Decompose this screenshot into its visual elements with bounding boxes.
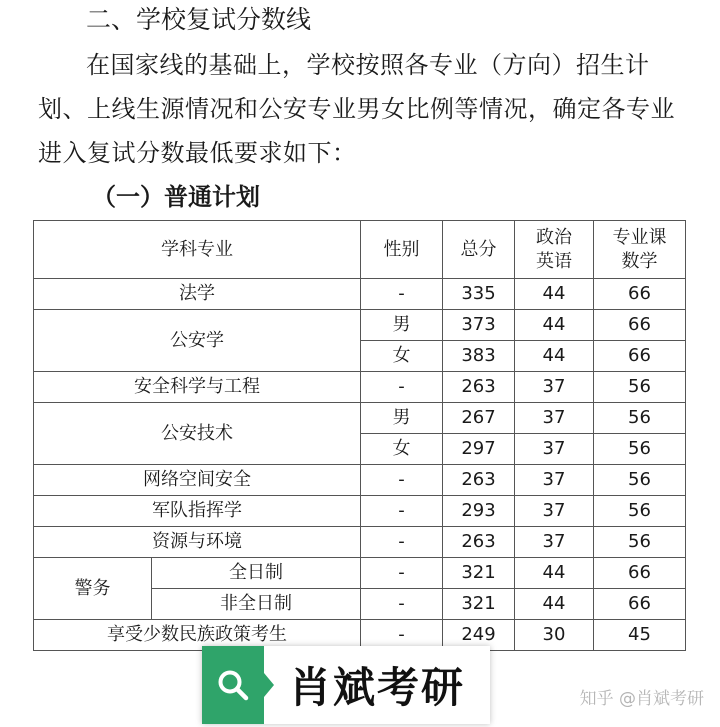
cell-politics-english: 44	[515, 589, 594, 620]
cell-total: 267	[443, 403, 515, 434]
cell-politics-english: 44	[515, 310, 594, 341]
score-table	[33, 220, 686, 651]
cell-politics-english: 37	[515, 434, 594, 465]
cell-course-math: 66	[594, 558, 686, 589]
table-row	[34, 558, 686, 589]
header-gender: 性别	[361, 221, 443, 279]
cell-gender: 男	[361, 403, 443, 434]
cell-course-math: 56	[594, 372, 686, 403]
cell-total: 321	[443, 589, 515, 620]
cell-total: 321	[443, 558, 515, 589]
header-politics-english	[515, 221, 594, 279]
cell-politics-english: 44	[515, 279, 594, 310]
cell-politics-english: 44	[515, 341, 594, 372]
cell-course-math: 66	[594, 341, 686, 372]
cell-politics-english: 37	[515, 372, 594, 403]
cell-gender: 男	[361, 310, 443, 341]
cell-course-math: 56	[594, 496, 686, 527]
table-row	[34, 465, 686, 496]
cell-course-math: 56	[594, 403, 686, 434]
cell-course-math: 56	[594, 527, 686, 558]
watermark: 知乎 @肖斌考研	[579, 689, 704, 709]
table-row	[34, 496, 686, 527]
header-major: 学科专业	[34, 221, 361, 279]
cell-major: 享受少数民族政策考生	[34, 620, 361, 651]
cell-politics-english: 30	[515, 620, 594, 651]
cell-course-math: 66	[594, 310, 686, 341]
search-badge[interactable]	[202, 646, 490, 724]
header-english: 英语	[536, 250, 572, 272]
cell-major: 法学	[34, 279, 361, 310]
header-course: 专业课	[612, 226, 667, 248]
cell-major: 资源与环境	[34, 527, 361, 558]
table-row	[34, 310, 686, 341]
cell-total: 263	[443, 372, 515, 403]
table-row	[34, 403, 686, 434]
cell-politics-english: 37	[515, 465, 594, 496]
cell-gender: -	[361, 465, 443, 496]
cell-total: 249	[443, 620, 515, 651]
search-icon[interactable]	[202, 646, 264, 724]
table-header-row	[34, 221, 686, 279]
cell-politics-english: 44	[515, 558, 594, 589]
cell-major: 警务	[34, 558, 152, 620]
cell-major: 公安技术	[34, 403, 361, 465]
cell-politics-english: 37	[515, 496, 594, 527]
table-row	[34, 372, 686, 403]
cell-study-mode: 全日制	[152, 558, 361, 589]
cell-gender: -	[361, 527, 443, 558]
cell-gender: -	[361, 558, 443, 589]
section-heading: 二、学校复试分数线	[86, 5, 312, 34]
badge-text: 肖斌考研	[288, 663, 465, 712]
cell-gender: -	[361, 496, 443, 527]
header-total: 总分	[443, 221, 515, 279]
sub-heading: （一）普通计划	[92, 183, 260, 211]
cell-gender: -	[361, 589, 443, 620]
cell-major: 安全科学与工程	[34, 372, 361, 403]
cell-course-math: 66	[594, 589, 686, 620]
cell-gender: -	[361, 372, 443, 403]
cell-major: 公安学	[34, 310, 361, 372]
cell-total: 383	[443, 341, 515, 372]
cell-course-math: 66	[594, 279, 686, 310]
search-icon-glyph	[216, 668, 250, 702]
cell-gender: -	[361, 279, 443, 310]
cell-gender: 女	[361, 341, 443, 372]
intro-paragraph: 在国家线的基础上，学校按照各专业（方向）招生计划、上线生源情况和公安专业男女比例等情况，确定各专业进入复试分数最低要求如下：	[38, 51, 675, 167]
header-math: 数学	[621, 250, 658, 272]
cell-course-math: 56	[594, 434, 686, 465]
cell-major: 军队指挥学	[34, 496, 361, 527]
cell-total: 297	[443, 434, 515, 465]
cell-major: 网络空间安全	[34, 465, 361, 496]
cell-course-math: 56	[594, 465, 686, 496]
cell-total: 373	[443, 310, 515, 341]
table-row	[34, 527, 686, 558]
cell-politics-english: 37	[515, 403, 594, 434]
header-course-math	[594, 221, 686, 279]
cell-total: 263	[443, 465, 515, 496]
cell-gender: -	[361, 620, 443, 651]
table-row	[34, 279, 686, 310]
header-politics: 政治	[536, 226, 572, 248]
cell-study-mode: 非全日制	[152, 589, 361, 620]
cell-course-math: 45	[594, 620, 686, 651]
cell-total: 293	[443, 496, 515, 527]
cell-gender: 女	[361, 434, 443, 465]
cell-total: 335	[443, 279, 515, 310]
cell-politics-english: 37	[515, 527, 594, 558]
cell-total: 263	[443, 527, 515, 558]
